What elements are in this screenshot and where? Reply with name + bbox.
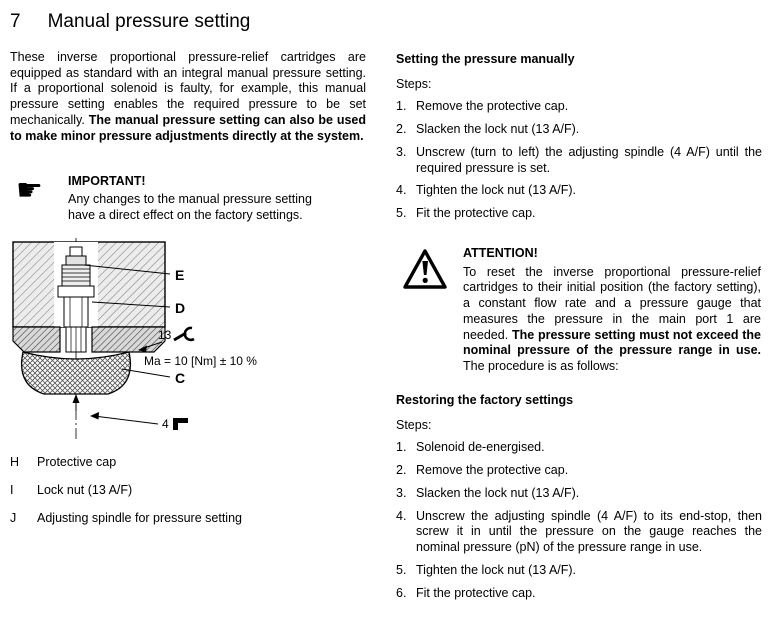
legend-key: H <box>10 455 20 470</box>
important-note-body <box>68 174 340 223</box>
legend-item <box>10 483 366 499</box>
wrench-icon <box>174 328 194 340</box>
step-text: Unscrew (turn to left) the adjusting spindle (4 A/F) until the required pressure is set. <box>416 144 762 175</box>
step-text: Tighten the lock nut (13 A/F). <box>416 183 577 198</box>
important-title: IMPORTANT! <box>68 174 146 189</box>
spindle-access-arrow <box>73 394 80 411</box>
legend-item <box>10 511 366 527</box>
step-item <box>396 463 762 479</box>
step-item <box>396 145 762 177</box>
steps-label: Steps: <box>396 417 432 432</box>
important-note <box>16 174 366 223</box>
legend-text: Lock nut (13 A/F) <box>37 483 133 498</box>
step-item <box>396 122 762 138</box>
wrench-size-label: 13 <box>158 327 172 342</box>
attention-note <box>402 246 762 375</box>
attention-text-bold: The pressure setting must not exceed the nominal pressure of the pressure range in use. <box>463 327 761 358</box>
hex-key-icon <box>173 418 188 430</box>
right-column <box>396 50 762 609</box>
factory-reset-title: Restoring the factory settings <box>396 392 574 407</box>
section-number: 7 <box>10 11 21 32</box>
step-number: 6. <box>396 585 407 600</box>
step-item <box>396 563 762 579</box>
attention-text-end: The procedure is as follows: <box>463 359 619 374</box>
legend-item <box>10 455 366 471</box>
step-number: 2. <box>396 122 407 137</box>
cartridge-diagram <box>10 238 366 450</box>
step-text: Solenoid de-energised. <box>416 440 545 455</box>
step-text: Remove the protective cap. <box>416 463 569 478</box>
attention-body <box>463 246 761 375</box>
attention-text-start: To reset the inverse proportional pressure-relief cartridges to their initial position (the factory setting), a constant flow rate and a pressure gauge that measures the pressure in the main port 1 are needed. <box>463 264 761 342</box>
hex-key-size-label: 4 <box>162 416 169 431</box>
important-text: Any changes to the manual pressure setting have a direct effect on the factory settings. <box>68 192 312 222</box>
step-item <box>396 509 762 556</box>
step-item <box>396 183 762 199</box>
step-number: 5. <box>396 206 407 221</box>
legend-text: Adjusting spindle for pressure setting <box>37 510 242 525</box>
step-number: 4. <box>396 183 407 198</box>
legend-key: J <box>10 510 17 525</box>
step-text: Fit the protective cap. <box>416 206 536 221</box>
page-title: Manual pressure setting <box>47 11 251 32</box>
step-text: Slacken the lock nut (13 A/F). <box>416 122 580 137</box>
step-item <box>396 206 762 222</box>
step-text: Slacken the lock nut (13 A/F). <box>416 485 580 500</box>
step-item <box>396 99 762 115</box>
step-number: 5. <box>396 562 407 577</box>
step-text: Unscrew the adjusting spindle (4 A/F) to its end-stop, then screw it in until the pressure on the gauge reaches the nominal pressure (pN) of the pressure range in use. <box>416 508 762 555</box>
diagram-label-e: E <box>175 266 185 283</box>
step-text: Tighten the lock nut (13 A/F). <box>416 562 577 577</box>
intro-normal-text: These inverse proportional pressure-relief cartridges are equipped as standard with an integral manual pressure setting. If a proportional solenoid is faulty, for example, this manual pressure setting enables the required pressure to be set mechanically. <box>10 49 366 127</box>
step-number: 1. <box>396 440 407 455</box>
left-column <box>10 50 366 539</box>
attention-text <box>463 265 761 375</box>
diagram-label-d: D <box>175 299 186 316</box>
manual-setting-title: Setting the pressure manually <box>396 51 575 66</box>
step-item <box>396 440 762 456</box>
cartridge-drawing <box>10 238 350 445</box>
legend-text: Protective cap <box>37 455 117 470</box>
steps-label: Steps: <box>396 76 432 91</box>
intro-paragraph <box>10 50 366 145</box>
intro-bold-text: The manual pressure setting can also be used to make minor pressure adjustments directly at the system. <box>10 112 366 143</box>
diagram-label-c: C <box>175 369 186 386</box>
step-number: 3. <box>396 144 407 159</box>
step-number: 2. <box>396 463 407 478</box>
pointing-hand-icon: ☛ <box>16 174 43 208</box>
step-number: 4. <box>396 508 407 523</box>
section-heading <box>10 10 762 34</box>
legend-key: I <box>10 483 14 498</box>
step-text: Remove the protective cap. <box>416 99 569 114</box>
step-item <box>396 486 762 502</box>
diagram-legend <box>10 455 366 526</box>
hex-key-arrow <box>90 412 158 424</box>
torque-label: Ma = 10 [Nm] ± 10 % <box>144 353 257 368</box>
attention-title: ATTENTION! <box>463 245 538 260</box>
step-item <box>396 586 762 602</box>
step-number: 1. <box>396 99 407 114</box>
step-text: Fit the protective cap. <box>416 585 536 600</box>
manual-setting-steps <box>396 99 762 222</box>
warning-triangle-icon <box>402 246 448 375</box>
step-number: 3. <box>396 485 407 500</box>
factory-reset-steps <box>396 440 762 601</box>
